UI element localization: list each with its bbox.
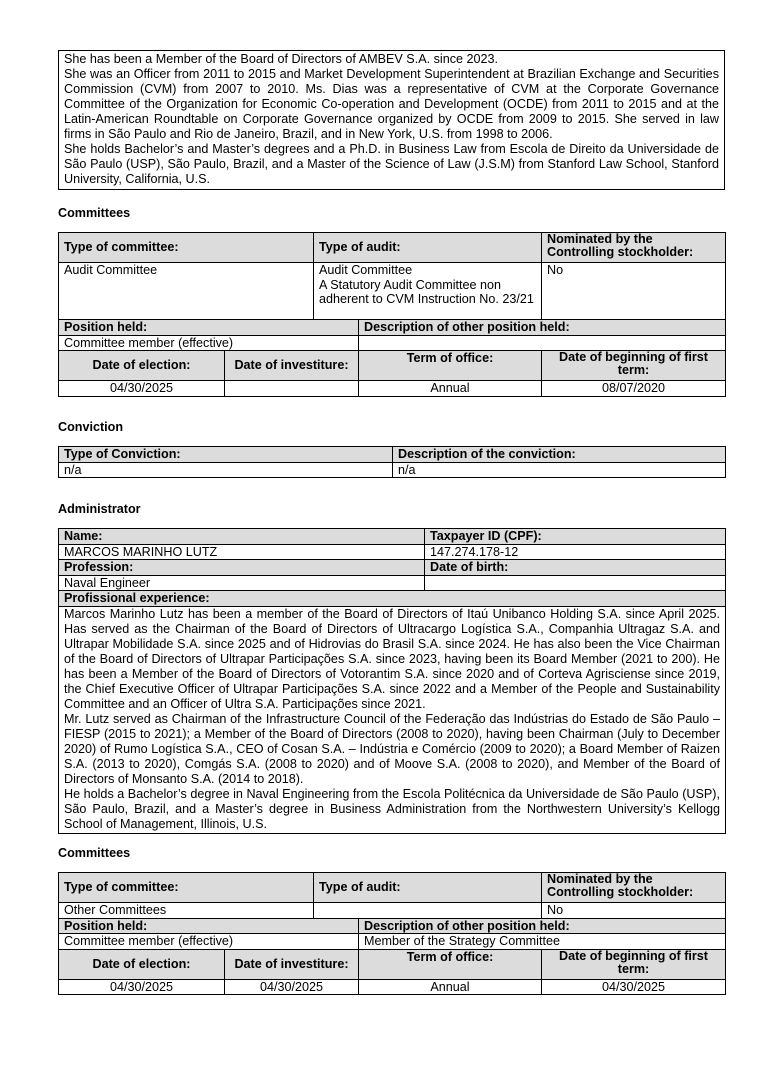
header-cpf: Taxpayer ID (CPF):	[425, 529, 726, 545]
type-committee-value: Audit Committee	[59, 263, 314, 320]
type-committee-value: Other Committees	[59, 903, 314, 919]
header-term: Term of office:	[359, 949, 542, 979]
header-position: Position held:	[59, 918, 359, 934]
header-type-audit: Type of audit:	[314, 233, 542, 263]
committees-heading: Committees	[58, 206, 131, 220]
election-value: 04/30/2025	[59, 979, 225, 995]
header-conviction-desc: Description of the conviction:	[393, 447, 726, 463]
committees-table-1	[58, 232, 725, 397]
header-term: Term of office:	[359, 351, 542, 381]
conviction-type-value: n/a	[59, 462, 393, 478]
bio-paragraph: She holds Bachelor’s and Master’s degrees and a Ph.D. in Business Law from Escola de Direito da Universidade de São Paulo (USP), São Paulo, Brazil, and a Master of the Science of Law (J.S.M) from Stanford Law School, Stanford University, California, U.S.	[64, 142, 719, 186]
header-profession: Profession:	[59, 560, 425, 576]
term-value: Annual	[359, 979, 542, 995]
header-type-committee: Type of committee:	[59, 233, 314, 263]
experience-paragraph: Marcos Marinho Lutz has been a member of the Board of Directors of Itaú Unibanco Holding S.A. since April 2025. Has served as the Chairman of the Board of Directors of Ultracargo Logística S.A., Companhia Ultragaz S.A. and Ultrapar Mobilidade S.A. since 2025 and of Hidrovias do Brasil S.A. since 2024. He has also been the Vice Chairman of the Board of Directors of Ultrapar Participações S.A. since 2023, having been its Board Member (2021 to 200). He has been a Member of the Board of Directors of Votorantim S.A. since 2020 and of Corteva Agrisciense since 2019, the Chief Executive Officer of Ultrapar Participações S.A. since 2022 and a Member of the People and Sustainability Committee and an Officer of Ultra S.A. Participações since 2021.	[64, 606, 720, 711]
name-value: MARCOS MARINHO LUTZ	[59, 544, 425, 560]
header-beginning: Date of beginning of first term:	[542, 949, 726, 979]
header-nominated: Nominated by the Controlling stockholder:	[542, 233, 726, 263]
experience-cell	[59, 606, 726, 833]
committees-table-2	[58, 872, 725, 995]
position-value: Committee member (effective)	[59, 934, 359, 950]
type-audit-value	[314, 903, 542, 919]
term-value: Annual	[359, 381, 542, 397]
committees-heading: Committees	[58, 846, 131, 860]
position-value: Committee member (effective)	[59, 335, 359, 351]
conviction-desc-value: n/a	[393, 462, 726, 478]
conviction-table	[58, 446, 725, 478]
header-type-audit: Type of audit:	[314, 873, 542, 903]
experience-paragraph: He holds a Bachelor’s degree in Naval Engineering from the Escola Politécnica da Universidade de São Paulo (USP), São Paulo, Brazil, and a Master’s degree in Business Administration from the Northwestern University’s Kellogg School of Management, Illinois, U.S.	[64, 786, 720, 831]
nominated-value: No	[542, 263, 726, 320]
cpf-value: 147.274.178-12	[425, 544, 726, 560]
header-nominated: Nominated by the Controlling stockholder:	[542, 873, 726, 903]
header-conviction-type: Type of Conviction:	[59, 447, 393, 463]
header-desc-other: Description of other position held:	[359, 918, 726, 934]
administrator-table	[58, 528, 725, 834]
bio-box-dias	[58, 50, 725, 190]
bio-paragraph: She was an Officer from 2011 to 2015 and Market Development Superintendent at Brazilian Exchange and Securities Commission (CVM) from 2007 to 2010. Ms. Dias was a representative of CVM at the Corporate Governance Committee of the Organization for Economic Co-operation and Development (OCDE) from 2011 to 2015 and at the Latin-American Roundtable on Corporate Governance organized by OCDE from 2009 to 2015. She served in law firms in São Paulo and Rio de Janeiro, Brazil, and in New York, U.S. from 1998 to 2006.	[64, 67, 719, 141]
conviction-heading: Conviction	[58, 420, 124, 434]
investiture-value	[225, 381, 359, 397]
header-position: Position held:	[59, 320, 359, 336]
header-name: Name:	[59, 529, 425, 545]
header-birth: Date of birth:	[425, 560, 726, 576]
investiture-value: 04/30/2025	[225, 979, 359, 995]
bio-paragraph: She has been a Member of the Board of Directors of AMBEV S.A. since 2023.	[64, 52, 499, 66]
beginning-value: 04/30/2025	[542, 979, 726, 995]
header-investiture: Date of investiture:	[225, 949, 359, 979]
header-beginning: Date of beginning of first term:	[542, 351, 726, 381]
header-election: Date of election:	[59, 351, 225, 381]
header-type-committee: Type of committee:	[59, 873, 314, 903]
administrator-heading: Administrator	[58, 502, 141, 516]
beginning-value: 08/07/2020	[542, 381, 726, 397]
header-desc-other: Description of other position held:	[359, 320, 726, 336]
nominated-value: No	[542, 903, 726, 919]
profession-value: Naval Engineer	[59, 575, 425, 591]
header-experience: Profissional experience:	[59, 591, 726, 607]
election-value: 04/30/2025	[59, 381, 225, 397]
header-election: Date of election:	[59, 949, 225, 979]
header-investiture: Date of investiture:	[225, 351, 359, 381]
desc-other-value	[359, 335, 726, 351]
desc-other-value: Member of the Strategy Committee	[359, 934, 726, 950]
experience-paragraph: Mr. Lutz served as Chairman of the Infrastructure Council of the Federação das Indústrias do Estado de São Paulo – FIESP (2015 to 2021); a Member of the Board of Directors (2008 to 2020), having been Chairman (July to December 2020) of Rumo Logística S.A., CEO of Cosan S.A. – Indústria e Comércio (2009 to 2020); a Board Member of Raizen S.A. (2013 to 2020), Comgás S.A. (2008 to 2020) and of Moove S.A. (2008 to 2020), and Member of the Board of Directors of Monsanto S.A. (2014 to 2018).	[64, 711, 720, 786]
birth-value	[425, 575, 726, 591]
type-audit-value: Audit Committee A Statutory Audit Committee non adherent to CVM Instruction No. 23/21	[314, 263, 542, 320]
